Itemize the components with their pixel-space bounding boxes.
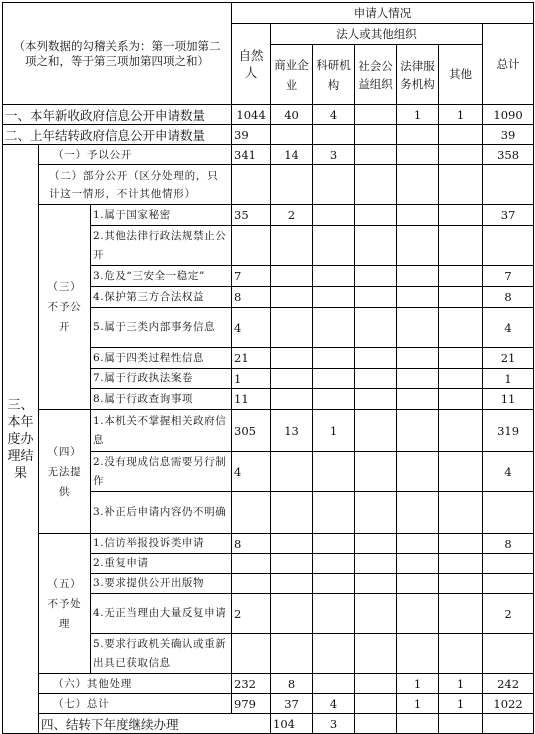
cell-other (439, 369, 483, 389)
cell-legal-service (397, 594, 439, 634)
cell-total: 1 (483, 369, 534, 389)
cell-other (439, 287, 483, 308)
cell-social (355, 165, 397, 205)
row-label: 2.其他法律行政法规禁止公开 (91, 226, 232, 266)
research-header: 科研机构 (313, 45, 355, 105)
cell-legal-service (397, 205, 439, 226)
cell-commercial (271, 534, 313, 554)
cell-natural-person: 232 (232, 674, 271, 694)
cell-legal-service (397, 287, 439, 308)
cell-commercial: 13 (271, 410, 313, 452)
cell-research (313, 205, 355, 226)
cell-other: 1 (439, 105, 483, 125)
cell-legal-service: 1 (397, 105, 439, 125)
row-label: 7.属于行政执法案卷 (91, 369, 232, 389)
cell-social (355, 492, 397, 534)
row-label: 二、上年结转政府信息公开申请数量 (3, 125, 232, 145)
cell-other (439, 492, 483, 534)
cell-other (439, 574, 483, 594)
cell-natural-person (232, 492, 271, 534)
cell-commercial: 37 (271, 694, 313, 714)
cell-natural-person: 4 (232, 308, 271, 348)
cell-commercial (271, 165, 313, 205)
cell-other (439, 634, 483, 674)
row-label: 8.属于行政查询事项 (91, 389, 232, 410)
cell-social (355, 348, 397, 369)
legal-group-header: 法人或其他组织 (271, 24, 483, 45)
row-label: 2.没有现成信息需要另行制作 (91, 452, 232, 492)
cell-natural-person: 341 (232, 145, 271, 165)
table-row (3, 105, 534, 125)
cell-other: 1 (439, 674, 483, 694)
cell-research (313, 574, 355, 594)
row-label: 3.危及“三安全一稳定” (91, 266, 232, 287)
cell-commercial: 3 (313, 714, 355, 734)
cell-legal-service (439, 714, 483, 734)
cell-legal-service (397, 226, 439, 266)
cell-commercial (271, 574, 313, 594)
table-row (3, 694, 534, 714)
row-label: 3.要求提供公开出版物 (91, 574, 232, 594)
cell-total: 21 (483, 348, 534, 369)
row-label: 1.本机关不掌握相关政府信息 (91, 410, 232, 452)
cell-research: 4 (313, 105, 355, 125)
cell-social (397, 714, 439, 734)
cell-commercial: 8 (271, 674, 313, 694)
cell-total (483, 492, 534, 534)
table-row (3, 534, 534, 554)
cell-total (483, 554, 534, 574)
cell-legal-service (397, 452, 439, 492)
cell-natural-person: 8 (232, 287, 271, 308)
cell-legal-service: 1 (397, 694, 439, 714)
cell-social (355, 574, 397, 594)
row-label: （二）部分公开（区分处理的，只计这一情形，不计其他情形） (39, 165, 232, 205)
cell-total: 7 (483, 266, 534, 287)
natural-person-header: 自然人 (232, 24, 271, 105)
cell-total: 242 (483, 674, 534, 694)
cell-total (483, 574, 534, 594)
cell-social (355, 694, 397, 714)
row-label: （七）总计 (39, 694, 232, 714)
cell-research (313, 266, 355, 287)
other-header: 其他 (439, 45, 483, 105)
cell-legal-service (397, 574, 439, 594)
cell-natural-person (232, 554, 271, 574)
cell-natural-person (232, 165, 271, 205)
cell-legal-service (397, 308, 439, 348)
cell-other (439, 125, 483, 145)
cell-social (355, 308, 397, 348)
cell-other (439, 165, 483, 205)
cell-other: 1 (439, 694, 483, 714)
table-row (3, 165, 534, 205)
cell-natural-person: 39 (232, 125, 271, 145)
cell-total: 39 (483, 125, 534, 145)
table-row (3, 125, 534, 145)
social-header: 社会公益组织 (355, 45, 397, 105)
row-label: 5.要求行政机关确认或重新出具已获取信息 (91, 634, 232, 674)
cell-total: 319 (483, 410, 534, 452)
cell-total: 1090 (483, 105, 534, 125)
table-row (3, 714, 534, 734)
cell-natural-person: 2 (232, 594, 271, 634)
cell-research (313, 226, 355, 266)
cell-commercial (271, 452, 313, 492)
cell-legal-service (397, 125, 439, 145)
cell-social (355, 534, 397, 554)
cell-natural-person: 1 (232, 369, 271, 389)
cell-commercial (271, 308, 313, 348)
cell-research (313, 634, 355, 674)
cell-total: 2 (483, 594, 534, 634)
cell-natural-person: 104 (271, 714, 313, 734)
cell-natural-person: 7 (232, 266, 271, 287)
cell-commercial (271, 348, 313, 369)
cell-legal-service (397, 348, 439, 369)
legal-service-header: 法律服务机构 (397, 45, 439, 105)
row-label: 1.属于国家秘密 (91, 205, 232, 226)
cell-research: 1 (313, 410, 355, 452)
row-label: 6.属于四类过程性信息 (91, 348, 232, 369)
cell-total: 8 (483, 534, 534, 554)
cell-commercial (271, 594, 313, 634)
cell-total: 1022 (483, 694, 534, 714)
cell-research (313, 287, 355, 308)
cell-total: 4 (483, 308, 534, 348)
row-label: 4.保护第三方合法权益 (91, 287, 232, 308)
cell-social (355, 389, 397, 410)
group-label: （四）无法提供 (39, 410, 91, 534)
cell-commercial (271, 554, 313, 574)
cell-other (439, 348, 483, 369)
cell-natural-person: 8 (232, 534, 271, 554)
cell-commercial (271, 389, 313, 410)
cell-total: 4 (483, 452, 534, 492)
row-label: 2.重复申请 (91, 554, 232, 574)
cell-research (313, 348, 355, 369)
cell-legal-service (397, 410, 439, 452)
row-label: 3.补正后申请内容仍不明确 (91, 492, 232, 534)
row-label: （一）予以公开 (39, 145, 232, 165)
table-row (3, 205, 534, 226)
cell-social (355, 287, 397, 308)
cell-natural-person: 979 (232, 694, 271, 714)
cell-natural-person (232, 226, 271, 266)
cell-natural-person: 11 (232, 389, 271, 410)
cell-legal-service (397, 634, 439, 674)
row-label: 5.属于三类内部事务信息 (91, 308, 232, 348)
cell-research (313, 165, 355, 205)
cell-research (313, 125, 355, 145)
cell-natural-person: 305 (232, 410, 271, 452)
cell-social (355, 674, 397, 694)
cell-research (313, 594, 355, 634)
cell-research (313, 674, 355, 694)
cell-natural-person: 4 (232, 452, 271, 492)
section-3-label: 三、本年度办理结果 (3, 145, 39, 734)
cell-natural-person (232, 574, 271, 594)
cell-other (439, 452, 483, 492)
cell-commercial: 40 (271, 105, 313, 125)
cell-research: 3 (313, 145, 355, 165)
row-label: 一、本年新收政府信息公开申请数量 (3, 105, 232, 125)
cell-commercial (271, 369, 313, 389)
cell-legal-service (397, 534, 439, 554)
cell-social (355, 145, 397, 165)
table-row (3, 410, 534, 452)
table-row (3, 145, 534, 165)
cell-social (355, 634, 397, 674)
cell-social (355, 125, 397, 145)
cell-social (355, 266, 397, 287)
cell-commercial: 14 (271, 145, 313, 165)
cell-legal-service (397, 165, 439, 205)
cell-commercial (271, 226, 313, 266)
cell-research (313, 492, 355, 534)
cell-natural-person: 35 (232, 205, 271, 226)
cell-commercial (271, 287, 313, 308)
cell-other (439, 410, 483, 452)
cell-total: 8 (483, 287, 534, 308)
cell-other (439, 266, 483, 287)
cell-natural-person: 1044 (232, 105, 271, 125)
total-header: 总计 (483, 24, 534, 105)
cell-research (313, 389, 355, 410)
info-disclosure-table (2, 2, 534, 734)
cell-social (355, 410, 397, 452)
cell-legal-service (397, 389, 439, 410)
cell-research (313, 554, 355, 574)
cell-natural-person (232, 634, 271, 674)
cell-research: 4 (313, 694, 355, 714)
cell-total (483, 634, 534, 674)
cell-total (483, 226, 534, 266)
cell-social (355, 105, 397, 125)
cell-commercial (271, 266, 313, 287)
cell-research (355, 714, 397, 734)
cell-other (483, 714, 534, 734)
cell-legal-service (397, 369, 439, 389)
cell-legal-service (397, 492, 439, 534)
cell-social (355, 452, 397, 492)
applicant-header: 申请人情况 (232, 3, 534, 24)
cell-social (355, 594, 397, 634)
cell-other (439, 534, 483, 554)
row-label: （六）其他处理 (39, 674, 232, 694)
cell-total (483, 165, 534, 205)
cell-legal-service (397, 145, 439, 165)
table-row (3, 674, 534, 694)
cell-research (313, 452, 355, 492)
cell-research (313, 534, 355, 554)
cell-social (355, 226, 397, 266)
row-label: 4.无正当理由大量反复申请 (91, 594, 232, 634)
cell-other (439, 554, 483, 574)
cell-other (439, 205, 483, 226)
cell-social (355, 369, 397, 389)
cell-commercial (271, 125, 313, 145)
cell-commercial: 2 (271, 205, 313, 226)
cell-other (439, 594, 483, 634)
cell-total: 358 (483, 145, 534, 165)
cell-research (313, 369, 355, 389)
cell-other (439, 145, 483, 165)
cell-commercial (271, 492, 313, 534)
commercial-header: 商业企业 (271, 45, 313, 105)
cell-legal-service (397, 554, 439, 574)
cell-other (439, 389, 483, 410)
cell-social (355, 205, 397, 226)
cell-natural-person: 21 (232, 348, 271, 369)
cell-other (439, 308, 483, 348)
cell-total: 11 (483, 389, 534, 410)
cell-commercial (271, 634, 313, 674)
cell-other (439, 226, 483, 266)
row-label: 1.信访举报投诉类申请 (91, 534, 232, 554)
cell-social (355, 554, 397, 574)
cell-legal-service: 1 (397, 674, 439, 694)
cell-total: 37 (483, 205, 534, 226)
group-label: （三）不予公开 (39, 205, 91, 410)
cell-legal-service (397, 266, 439, 287)
row-label: 四、结转下年度继续办理 (39, 714, 271, 734)
group-label: （五）不予处理 (39, 534, 91, 674)
cell-research (313, 308, 355, 348)
corner-note: （本列数据的勾稽关系为：第一项加第二项之和，等于第三项加第四项之和） (3, 3, 232, 105)
